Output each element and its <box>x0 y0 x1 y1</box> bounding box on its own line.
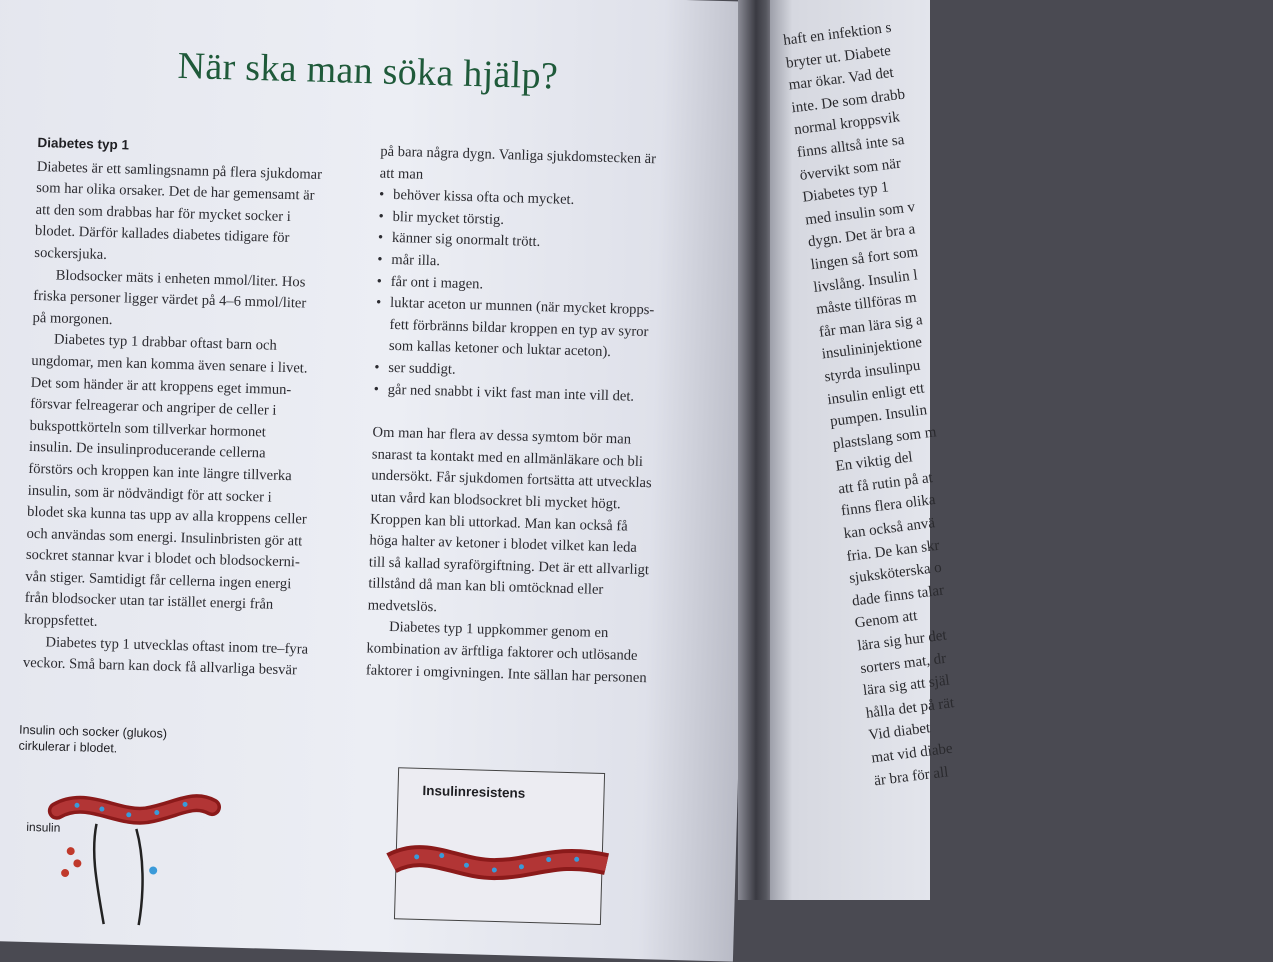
right-page-line: livslång. Insulin l <box>812 266 919 296</box>
blood-vessel-illustration <box>14 722 259 929</box>
text-line: tillstånd då man kan bli omtöcknad eller <box>368 575 604 599</box>
text-line: utan vård kan blodsockret bli mycket högt. <box>370 489 621 513</box>
text-line: kombination av ärftliga faktorer och utlösande <box>366 640 638 664</box>
right-page-line: lära sig hur det <box>856 627 948 655</box>
cell-outline <box>92 824 106 924</box>
right-page-line: lära sig att själ <box>862 672 951 700</box>
symptom-item: • luktar aceton ur munnen (när mycket kropps- fett förbränns bildar kroppen en typ av syror som kallas ketoner och luktar aceton). <box>375 293 722 367</box>
text-line: Diabetes typ 1 uppkommer genom en <box>388 619 609 642</box>
text-line: insulin. De insulinproducerande cellerna <box>28 439 266 462</box>
text-line: på morgonen. <box>32 309 113 328</box>
text-line: undersökt. Får sjukdomen fortsätta att utvecklas <box>371 467 652 492</box>
figure-insulin-sugar <box>14 722 259 929</box>
text-line: veckor. Små barn kan dock få allvarliga besvär <box>22 654 298 679</box>
right-page-line: plastslang som m <box>831 423 938 453</box>
text-line: höga halter av ketoner i blodet vilket kan leda <box>369 532 638 556</box>
right-page-line: Vid diabet <box>867 720 932 745</box>
text-line: Om man har flera av dessa symtom bör man <box>372 424 632 448</box>
right-page-line: Genom att <box>853 608 919 632</box>
right-page-line: bryter ut. Diabete <box>785 42 892 72</box>
text-line: försvar felreagerar och angriper de celler i <box>29 395 277 419</box>
right-page-line: lingen så fort som <box>809 244 919 274</box>
symptom-item: • går ned snabbt i vikt fast man inte vill det. <box>373 379 718 410</box>
symptom-item: • blir mycket törstig. <box>378 206 723 237</box>
text-line: från blodsocker utan tar istället energi från <box>24 590 274 614</box>
text-line: att man <box>379 165 424 183</box>
right-page-line: insulin enligt ett <box>826 379 926 408</box>
text-line: blodet ska kunna tas upp av alla kroppens celler <box>26 503 307 528</box>
right-page-line: finns flera olika <box>840 492 937 520</box>
text-line: Blodsocker mäts i enheten mmol/liter. Hos <box>55 267 306 291</box>
symptom-item: • behöver kissa ofta och mycket. <box>379 185 724 216</box>
symptom-item: • mår illa. <box>377 249 722 280</box>
right-page-line: dygn. Det är bra a <box>807 221 917 251</box>
symptom-item: • ser suddigt. <box>374 357 719 388</box>
text-line: Diabetes typ 1 utvecklas oftast inom tre–fyra <box>45 634 309 658</box>
text-line: snarast ta kontakt med en allmänläkare och bli <box>371 446 644 470</box>
column-right-text <box>366 423 718 692</box>
text-line: blodet. Därför kallades diabetes tidigare för <box>34 223 290 247</box>
right-page-text <box>782 0 1273 792</box>
right-page-line: dade finns talar <box>851 582 945 610</box>
right-page-line: hålla det på rät <box>864 694 955 722</box>
text-line: faktorer i omgivningen. Inte sällan har personen <box>365 661 647 686</box>
right-page-line: fria. De kan skr <box>845 537 941 565</box>
text-line: sockersjuka. <box>34 244 108 263</box>
sugar-dot <box>149 866 157 874</box>
column-left-text <box>23 157 337 683</box>
text-line: och användas som energi. Insulinbristen gör att <box>26 525 303 550</box>
figure2-title: Insulinresistens <box>422 782 526 801</box>
column-left <box>23 132 338 683</box>
right-page-line: Diabetes typ 1 <box>801 179 890 206</box>
right-page-line: finns alltså inte sa <box>796 131 906 161</box>
text-line: medvetslös. <box>367 597 438 616</box>
text-line: förstörs och kroppen kan inte längre tillverka <box>28 460 292 485</box>
symptom-list <box>373 185 724 410</box>
insulin-label: insulin <box>26 819 61 835</box>
resistance-illustration <box>395 768 604 924</box>
text-line: kroppsfettet. <box>23 611 98 630</box>
right-page-line: styrda insulinpu <box>823 357 922 386</box>
right-page-line: måste tillföras m <box>815 289 918 318</box>
right-page-line: haft en infektion s <box>782 19 893 49</box>
text-line: till så kallad syraförgiftning. Det är ett allvarligt <box>368 554 650 578</box>
right-page-line: En viktig del <box>834 449 914 475</box>
text-line: friska personer ligger värdet på 4–6 mmol/liter <box>32 288 307 312</box>
text-line: ungdomar, men kan komma även senare i livet. <box>31 352 308 377</box>
insulin-dot <box>61 869 69 877</box>
right-page-line: pumpen. Insulin <box>829 402 928 431</box>
right-page <box>770 0 955 900</box>
text-line: Kroppen kan bli uttorkad. Man kan också få <box>369 510 628 535</box>
text-line: bukspottkörteln som tillverkar hormonet <box>29 417 267 441</box>
right-page-line: sorters mat, dr <box>859 650 948 677</box>
page-heading: När ska man söka hjälp? <box>177 44 559 98</box>
text-line: Diabetes typ 1 drabbar oftast barn och <box>53 331 278 355</box>
text-line: sockret stannar kvar i blodet och blodsockerni- <box>25 547 301 571</box>
symptom-item: • känner sig onormalt trött. <box>378 228 723 259</box>
text-line: insulin, som är nödvändigt för att socker i <box>27 482 272 506</box>
figure-insulin-resistance <box>394 767 605 925</box>
right-page-line: mat vid diabe <box>870 740 954 767</box>
right-page-line: mar ökar. Vad det <box>787 64 895 94</box>
figure1-caption-line: Insulin och socker (glukos) <box>18 722 168 741</box>
right-page-line: får man lära sig a <box>818 311 924 341</box>
right-page-line: att få rutin på at <box>837 469 934 498</box>
subheading: Diabetes typ 1 <box>37 134 130 153</box>
cell-outline <box>134 829 144 925</box>
right-page-line: är bra för all <box>873 763 950 789</box>
text-line: vån stiger. Samtidigt får cellerna ingen energi <box>25 568 292 593</box>
text-line: att den som drabbas har för mycket socker i <box>35 201 292 225</box>
right-page-line: övervikt som när <box>798 155 902 184</box>
text-line: Det som händer är att kroppens eget immun- <box>30 374 292 398</box>
text-line: som har olika orsaker. Det de har gemensamt är <box>35 180 315 204</box>
right-page-line: sjuksköterska o <box>848 559 943 588</box>
right-page-line: normal kroppsvik <box>793 109 901 139</box>
column-right <box>366 142 726 692</box>
text-line: på bara några dygn. Vanliga sjukdomstecken är <box>380 143 657 168</box>
figure1-caption-line: cirkulerar i blodet. <box>18 738 118 756</box>
text-line: Diabetes är ett samlingsnamn på flera sjukdomar <box>36 158 323 183</box>
right-page-line: kan också anvä <box>842 515 936 543</box>
right-page-line: inte. De som drabb <box>790 86 906 117</box>
right-page-line: insulininjektione <box>820 334 923 363</box>
right-page-line: med insulin som v <box>804 198 916 229</box>
insulin-dot <box>67 847 75 855</box>
symptom-item: • får ont i magen. <box>376 271 721 302</box>
insulin-dot <box>73 859 81 867</box>
